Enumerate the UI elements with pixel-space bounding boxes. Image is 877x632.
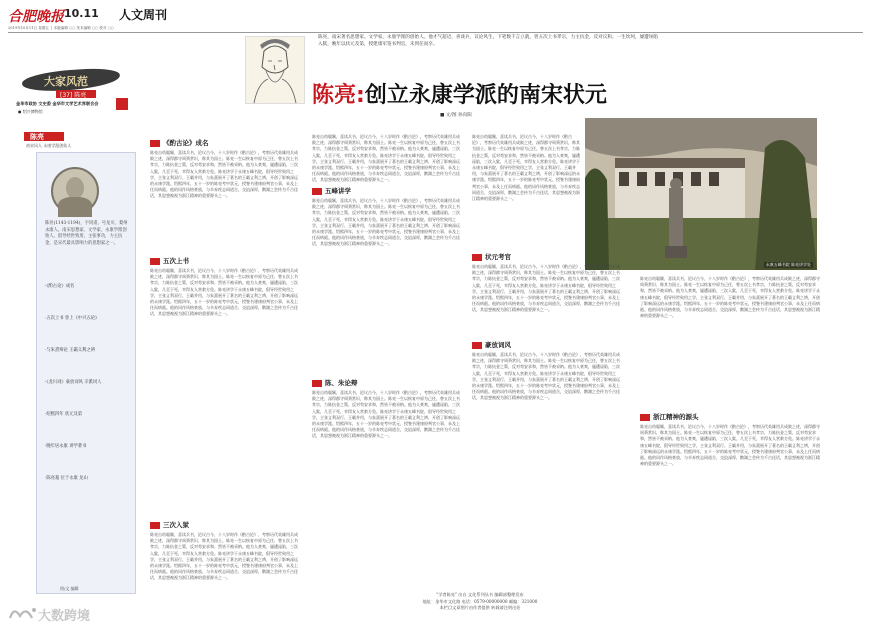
body-text: 陈亮自幼聪颖，喜读兵书，论议古今，十八岁时作《酌古论》，考察历代英雄用兵成败之迹，深得郡守周葵赏识，称其为国士。陈亮一生以恢复中原为己任，曾五次上书孝宗，力陈抗金之策，反对苟安求和，然皆不被采纳。他为人豪爽，屡遭诬陷，三次入狱，几至于死，幸得友人营救方免。陈亮讲学于永康五峰书院，倡导经世致用之学，主张义利双行、王霸并用，与朱熹展开了著名的王霸义利之辨，开创了影响深远的永康学派。绍熙四年，五十一岁的陈亮考中状元，授签书建康府判官公事，未及上任而病逝。他的词作风格豪放，与辛弃疾志同道合，交谊深厚，鹅湖之会传为千古佳话，其思想被视为浙江精神的重要源头之一。 bbox=[150, 150, 298, 199]
body-text: 陈亮自幼聪颖，喜读兵书，论议古今，十八岁时作《酌古论》，考察历代英雄用兵成败之迹，深得郡守周葵赏识，称其为国士。陈亮一生以恢复中原为己任，曾五次上书孝宗，力陈抗金之策，反对苟安求和，然皆不被采纳。他为人豪爽，屡遭诬陷，三次入狱，几至于死，幸得友人营救方免。陈亮讲学于永康五峰书院，倡导经世致用之学，主张义利双行、王霸并用，与朱熹展开了著名的王霸义利之辨，开创了影响深远的永康学派。绍熙四年，五十一岁的陈亮考中状元，授签书建康府判官公事，未及上任而病逝。他的词作风格豪放，与辛弃疾志同道合，交谊深厚，鹅湖之会传为千古佳话，其思想被视为浙江精神的重要源头之一。 bbox=[640, 424, 820, 467]
body-text: 陈亮自幼聪颖，喜读兵书，论议古今，十八岁时作《酌古论》，考察历代英雄用兵成败之迹，深得郡守周葵赏识，称其为国士。陈亮一生以恢复中原为己任，曾五次上书孝宗，力陈抗金之策，反对苟安求和，然皆不被采纳。他为人豪爽，屡遭诬陷，三次入狱，几至于死，幸得友人营救方免。陈亮讲学于永康五峰书院，倡导经世致用之学，主张义利双行、王霸并用，与朱熹展开了著名的王霸义利之辨，开创了影响深远的永康学派。绍熙四年，五十一岁的陈亮考中状元，授签书建康府判官公事，未及上任而病逝。他的词作风格豪放，与辛弃疾志同道合，交谊深厚，鹅湖之会传为千古佳话，其思想被视为浙江精神的重要源头之一。 bbox=[312, 134, 460, 183]
sidebar-bio: 陈亮(1143-1194)，字同甫，号龙川，婺州永康人。南宋思想家、文学家，永康学派创始人。倡导经世致用，主张事功，力主抗金，是宋代最具影响力的思想家之一。 bbox=[45, 221, 128, 246]
sidebar-work-item: ·五次上书 曾上《中兴五论》 bbox=[45, 316, 100, 321]
article-intro: 陈亮，南宋著名思想家、文学家，永康学派的创始人。他才气超迈，喜谈兵，议论风生，下笔数千言立就，曾五次上书孝宗，力主抗金，反对议和。一生坎坷，屡遭诬陷入狱，晚年以状元及第，授建康军签书判官，未到任而卒。 bbox=[318, 35, 658, 47]
body-text: 陈亮自幼聪颖，喜读兵书，论议古今，十八岁时作《酌古论》，考察历代英雄用兵成败之迹，深得郡守周葵赏识，称其为国士。陈亮一生以恢复中原为己任，曾五次上书孝宗，力陈抗金之策，反对苟安求和，然皆不被采纳。他为人豪爽，屡遭诬陷，三次入狱，几至于死，幸得友人营救方免。陈亮讲学于永康五峰书院，倡导经世致用之学，主张义利双行、王霸并用，与朱熹展开了著名的王霸义利之辨，开创了影响深远的永康学派。绍熙四年，五十一岁的陈亮考中状元，授签书建康府判官公事，未及上任而病逝。他的词作风格豪放，与辛弃疾志同道合，交谊深厚，鹅湖之会传为千古佳话，其思想被视为浙江精神的重要源头之一。 bbox=[150, 532, 298, 581]
footer-credits bbox=[330, 592, 630, 612]
portrait-sketch-drawing bbox=[246, 37, 304, 103]
body-column-3 bbox=[472, 132, 620, 572]
subhead-text: 五次上书 bbox=[163, 257, 189, 265]
footer-line: "学者陈亮" 出自 文化系列丛书 编辑部整理发布 bbox=[436, 592, 524, 597]
portrait-face-shape bbox=[66, 177, 84, 199]
subhead-text: 三次入狱 bbox=[163, 521, 189, 529]
body-text: 陈亮自幼聪颖，喜读兵书，论议古今，十八岁时作《酌古论》，考察历代英雄用兵成败之迹，深得郡守周葵赏识，称其为国士。陈亮一生以恢复中原为己任，曾五次上书孝宗，力陈抗金之策，反对苟安求和，然皆不被采纳。他为人豪爽，屡遭诬陷，三次入狱，几至于死，幸得友人营救方免。陈亮讲学于永康五峰书院，倡导经世致用之学，主张义利双行、王霸并用，与朱熹展开了著名的王霸义利之辨，开创了影响深远的永康学派。绍熙四年，五十一岁的陈亮考中状元，授签书建康府判官公事，未及上任而病逝。他的词作风格豪放，与辛弃疾志同道合，交谊深厚，鹅湖之会传为千古佳话，其思想被视为浙江精神的重要源头之一。 bbox=[312, 390, 460, 439]
masthead-info: 2019年10月11日 星期五 │ 本版编辑 ○○ 美术编辑 ○○ 校对 ○○ bbox=[8, 26, 114, 30]
sidebar-person-name: 陈亮 bbox=[30, 133, 44, 141]
footer-line: 本栏目文章图片由作者提供 转载请注明出处 bbox=[439, 605, 521, 610]
subhead-text: 浙江精神的源头 bbox=[653, 413, 699, 421]
body-column-1 bbox=[150, 132, 300, 581]
masthead-rule bbox=[8, 32, 863, 33]
photo-caption: 永康五峰书院 陈亮讲学处 bbox=[765, 262, 811, 267]
sidebar bbox=[8, 58, 134, 598]
subhead-text: 《酌古论》成名 bbox=[163, 139, 209, 147]
article-photo bbox=[585, 118, 817, 270]
body-column-2 bbox=[312, 132, 462, 572]
sidebar-subline-2: ● 绍兴博物馆 bbox=[18, 109, 43, 114]
subhead bbox=[312, 186, 351, 195]
headline-name: 陈亮 bbox=[312, 83, 357, 108]
sidebar-banner bbox=[16, 66, 130, 116]
issue-date: 10.11 bbox=[64, 7, 99, 20]
subhead bbox=[640, 412, 699, 421]
subhead-text: 豪放词风 bbox=[485, 341, 511, 349]
sidebar-work-item: ·《酌古论》成名 bbox=[45, 284, 75, 289]
red-seal-stamp bbox=[116, 98, 128, 110]
subhead bbox=[150, 520, 189, 529]
subhead bbox=[312, 378, 358, 387]
headline-colon: : bbox=[356, 83, 365, 108]
subhead bbox=[472, 340, 511, 349]
sidebar-work-item: ·晚年居永康 讲学著书 bbox=[45, 444, 87, 449]
sidebar-person-subtitle: 南宋词人 永康学派创始人 bbox=[26, 143, 72, 148]
section-name: 人文周刊 bbox=[119, 8, 168, 22]
body-text: 陈亮自幼聪颖，喜读兵书，论议古今，十八岁时作《酌古论》，考察历代英雄用兵成败之迹，深得郡守周葵赏识，称其为国士。陈亮一生以恢复中原为己任，曾五次上书孝宗，力陈抗金之策，反对苟安求和，然皆不被采纳。他为人豪爽，屡遭诬陷，三次入狱，几至于死，幸得友人营救方免。陈亮讲学于永康五峰书院，倡导经世致用之学，主张义利双行、王霸并用，与朱熹展开了著名的王霸义利之辨，开创了影响深远的永康学派。绍熙四年，五十一岁的陈亮考中状元，授签书建康府判官公事，未及上任而病逝。他的词作风格豪放，与辛弃疾志同道合，交谊深厚，鹅湖之会传为千古佳话，其思想被视为浙江精神的重要源头之一。 bbox=[472, 134, 580, 202]
subhead bbox=[472, 252, 511, 261]
headline bbox=[312, 78, 607, 108]
sidebar-work-item: ·与朱熹辩论 王霸义利之辨 bbox=[45, 348, 95, 353]
paper-name: 合肥晚报 bbox=[8, 9, 64, 25]
portrait-sketch bbox=[245, 36, 305, 104]
body-column-4 bbox=[640, 276, 820, 576]
sidebar-subline: 金华市政协 文史委 金华市文学艺术界联合会 bbox=[16, 101, 99, 106]
sidebar-work-item: ·《龙川词》豪放词风 辛派词人 bbox=[45, 380, 102, 385]
photo-scene bbox=[585, 118, 817, 270]
body-text: 陈亮自幼聪颖，喜读兵书，论议古今，十八岁时作《酌古论》，考察历代英雄用兵成败之迹，深得郡守周葵赏识，称其为国士。陈亮一生以恢复中原为己任，曾五次上书孝宗，力陈抗金之策，反对苟安求和，然皆不被采纳。他为人豪爽，屡遭诬陷，三次入狱，几至于死，幸得友人营救方免。陈亮讲学于永康五峰书院，倡导经世致用之学，主张义利双行、王霸并用，与朱熹展开了著名的王霸义利之辨，开创了影响深远的永康学派。绍熙四年，五十一岁的陈亮考中状元，授签书建康府判官公事，未及上任而病逝。他的词作风格豪放，与辛弃疾志同道合，交谊深厚，鹅湖之会传为千古佳话，其思想被视为浙江精神的重要源头之一。 bbox=[472, 264, 620, 313]
subhead-text: 陈、朱论辩 bbox=[325, 379, 358, 387]
body-text: 陈亮自幼聪颖，喜读兵书，论议古今，十八岁时作《酌古论》，考察历代英雄用兵成败之迹，深得郡守周葵赏识，称其为国士。陈亮一生以恢复中原为己任，曾五次上书孝宗，力陈抗金之策，反对苟安求和，然皆不被采纳。他为人豪爽，屡遭诬陷，三次入狱，几至于死，幸得友人营救方免。陈亮讲学于永康五峰书院，倡导经世致用之学，主张义利双行、王霸并用，与朱熹展开了著名的王霸义利之辨，开创了影响深远的永康学派。绍熙四年，五十一岁的陈亮考中状元，授签书建康府判官公事，未及上任而病逝。他的词作风格豪放，与辛弃疾志同道合，交谊深厚，鹅湖之会传为千古佳话，其思想被视为浙江精神的重要源头之一。 bbox=[150, 268, 298, 317]
sidebar-works-list bbox=[45, 283, 129, 507]
issue-line: [37] 陈亮 bbox=[60, 92, 87, 99]
portrait-avatar bbox=[51, 167, 99, 215]
portrait-robe-shape bbox=[58, 197, 92, 217]
sidebar-work-item: ·陈亮墓 位于永康 龙山 bbox=[45, 476, 88, 481]
watermark-logo-icon bbox=[8, 604, 38, 622]
subhead-text: 状元考官 bbox=[485, 253, 511, 261]
subhead-text: 五峰讲学 bbox=[325, 187, 351, 195]
sidebar-panel bbox=[36, 152, 136, 594]
sidebar-work-item: ·绍熙四年 状元及第 bbox=[45, 412, 83, 417]
subhead bbox=[150, 256, 189, 265]
body-text: 陈亮自幼聪颖，喜读兵书，论议古今，十八岁时作《酌古论》，考察历代英雄用兵成败之迹，深得郡守周葵赏识，称其为国士。陈亮一生以恢复中原为己任，曾五次上书孝宗，力陈抗金之策，反对苟安求和，然皆不被采纳。他为人豪爽，屡遭诬陷，三次入狱，几至于死，幸得友人营救方免。陈亮讲学于永康五峰书院，倡导经世致用之学，主张义利双行、王霸并用，与朱熹展开了著名的王霸义利之辨，开创了影响深远的永康学派。绍熙四年，五十一岁的陈亮考中状元，授签书建康府判官公事，未及上任而病逝。他的词作风格豪放，与辛弃疾志同道合，交谊深厚，鹅湖之会传为千古佳话，其思想被视为浙江精神的重要源头之一。 bbox=[472, 352, 620, 401]
watermark-text: 大数跨境 bbox=[38, 609, 91, 624]
series-title: 大家风范 bbox=[44, 75, 88, 88]
sidebar-credit: 图/文 编辑 bbox=[60, 586, 79, 591]
byline: ■ 文/图 孙向阳 bbox=[440, 113, 472, 118]
headline-text: 创立永康学派的南宋状元 bbox=[364, 83, 607, 108]
subhead bbox=[150, 138, 209, 147]
footer-line: 地址：金华市文化路 电话：0579-00000000 邮编：321000 bbox=[422, 598, 538, 604]
body-text: 陈亮自幼聪颖，喜读兵书，论议古今，十八岁时作《酌古论》，考察历代英雄用兵成败之迹，深得郡守周葵赏识，称其为国士。陈亮一生以恢复中原为己任，曾五次上书孝宗，力陈抗金之策，反对苟安求和，然皆不被采纳。他为人豪爽，屡遭诬陷，三次入狱，几至于死，幸得友人营救方免。陈亮讲学于永康五峰书院，倡导经世致用之学，主张义利双行、王霸并用，与朱熹展开了著名的王霸义利之辨，开创了影响深远的永康学派。绍熙四年，五十一岁的陈亮考中状元，授签书建康府判官公事，未及上任而病逝。他的词作风格豪放，与辛弃疾志同道合，交谊深厚，鹅湖之会传为千古佳话，其思想被视为浙江精神的重要源头之一。 bbox=[640, 276, 820, 319]
body-text: 陈亮自幼聪颖，喜读兵书，论议古今，十八岁时作《酌古论》，考察历代英雄用兵成败之迹，深得郡守周葵赏识，称其为国士。陈亮一生以恢复中原为己任，曾五次上书孝宗，力陈抗金之策，反对苟安求和，然皆不被采纳。他为人豪爽，屡遭诬陷，三次入狱，几至于死，幸得友人营救方免。陈亮讲学于永康五峰书院，倡导经世致用之学，主张义利双行、王霸并用，与朱熹展开了著名的王霸义利之辨，开创了影响深远的永康学派。绍熙四年，五十一岁的陈亮考中状元，授签书建康府判官公事，未及上任而病逝。他的词作风格豪放，与辛弃疾志同道合，交谊深厚，鹅湖之会传为千古佳话，其思想被视为浙江精神的重要源头之一。 bbox=[312, 198, 460, 247]
masthead bbox=[8, 6, 228, 34]
